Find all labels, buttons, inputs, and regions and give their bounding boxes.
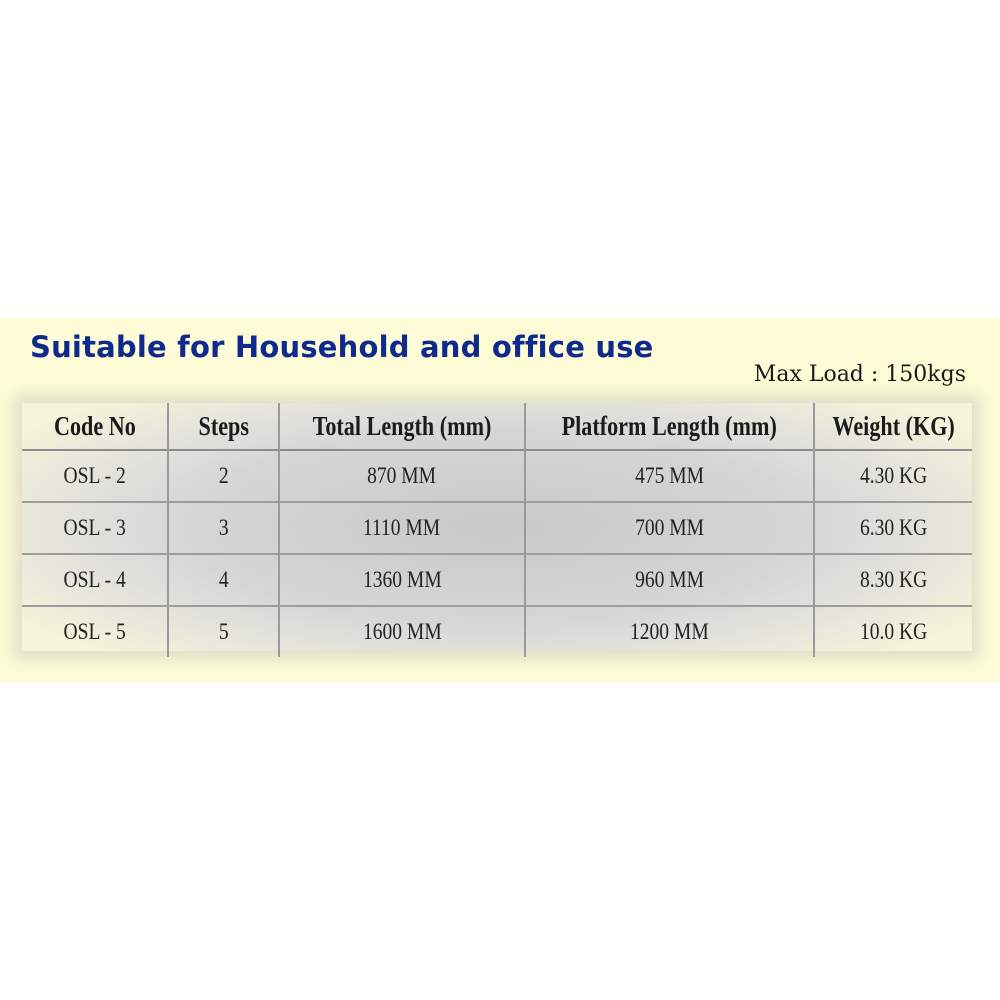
table-row (22, 554, 972, 606)
table-row (22, 606, 972, 657)
header-steps: Steps (168, 403, 279, 450)
table-row (22, 502, 972, 554)
cell-steps: 4 (168, 554, 279, 606)
cell-code-no: OSL - 3 (22, 502, 168, 554)
max-load-note: Max Load : 150kgs (753, 362, 966, 387)
cell-platform-length: 960 MM (525, 554, 814, 606)
cell-code-no: OSL - 5 (22, 606, 168, 657)
cell-total-length: 1110 MM (279, 502, 525, 554)
header-weight: Weight (KG) (814, 403, 972, 450)
cell-steps: 3 (168, 502, 279, 554)
cell-platform-length: 700 MM (525, 502, 814, 554)
header-code-no: Code No (22, 403, 168, 450)
header-total-length: Total Length (mm) (279, 403, 525, 450)
spec-table-container (22, 403, 972, 651)
cell-code-no: OSL - 4 (22, 554, 168, 606)
header-platform-length: Platform Length (mm) (525, 403, 814, 450)
spec-panel (0, 318, 1000, 682)
table-row (22, 450, 972, 502)
cell-weight: 8.30 KG (814, 554, 972, 606)
spec-table (22, 403, 972, 657)
page-heading: Suitable for Household and office use (30, 330, 654, 364)
cell-code-no: OSL - 2 (22, 450, 168, 502)
table-header-row (22, 403, 972, 450)
cell-steps: 5 (168, 606, 279, 657)
cell-total-length: 1360 MM (279, 554, 525, 606)
cell-total-length: 870 MM (279, 450, 525, 502)
cell-total-length: 1600 MM (279, 606, 525, 657)
cell-platform-length: 1200 MM (525, 606, 814, 657)
cell-weight: 4.30 KG (814, 450, 972, 502)
cell-steps: 2 (168, 450, 279, 502)
cell-weight: 6.30 KG (814, 502, 972, 554)
cell-weight: 10.0 KG (814, 606, 972, 657)
cell-platform-length: 475 MM (525, 450, 814, 502)
